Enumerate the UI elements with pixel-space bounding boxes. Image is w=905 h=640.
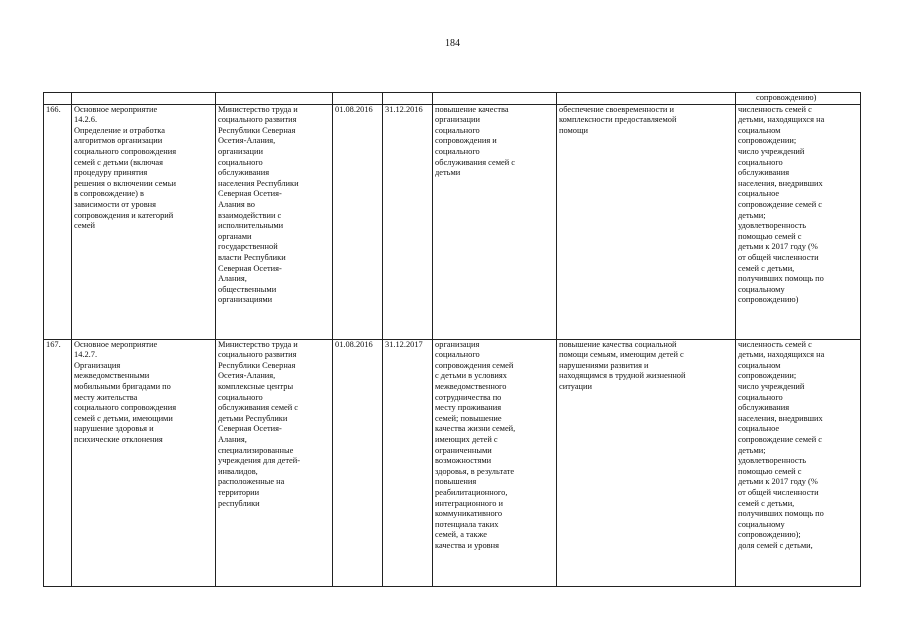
table-cell <box>72 93 216 105</box>
indicator-cell: численность семей с детьми, находящихся на социальном сопровождении; число учреждений социального обслуживания населения, внедривших социальное сопровождение семей с детьми; удовлетворенность помощью семей с детьми к 2017 году (% от общей численности семей с детьми, получивших помощь по социальному сопровождению); доля семей с детьми, <box>736 339 861 586</box>
result-cell: организация социального сопровождения семей с детьми в условиях межведомственного сотрудничества по месту проживания семей; повышение качества жизни семей, имеющих детей с ограниченными возможностями здоровья, в результате повышения реабилитационного, интеграционного и коммуникативного потенциала таких семей, а также качества и уровня <box>433 339 557 586</box>
table-cell <box>557 93 736 105</box>
table-cell <box>383 93 433 105</box>
table-cell <box>433 93 557 105</box>
start-date-cell: 01.08.2016 <box>333 104 383 339</box>
end-date-cell: 31.12.2017 <box>383 339 433 586</box>
table-cell <box>333 93 383 105</box>
table-row <box>44 339 861 586</box>
row-number-cell: 166. <box>44 104 72 339</box>
event-cell: Основное мероприятие 14.2.6. Определение и отработка алгоритмов организации социального сопровождения семей с детьми (включая процедуру принятия решения о включении семьи в сопровождение) в зависимости от уровня сопровождения и категорий семей <box>72 104 216 339</box>
event-cell: Основное мероприятие 14.2.7. Организация межведомственными мобильными бригадами по месту жительства социального сопровождения семей с детьми, имеющими нарушение здоровья и психические отклонения <box>72 339 216 586</box>
indicator-cell: численность семей с детьми, находящихся на социальном сопровождении; число учреждений социального обслуживания населения, внедривших социальное сопровождение семей с детьми; удовлетворенность помощью семей с детьми к 2017 году (% от общей численности семей с детьми, получивших помощь по социальному сопровождению) <box>736 104 861 339</box>
consequence-cell: повышение качества социальной помощи семьям, имеющим детей с нарушениями развития и находящимся в трудной жизненной ситуации <box>557 339 736 586</box>
table-row <box>44 104 861 339</box>
table-cell <box>216 93 333 105</box>
indicator-cell-continuation: сопровождению) <box>736 93 861 105</box>
page-number: 184 <box>445 38 460 49</box>
program-events-table <box>43 92 861 587</box>
table-cell <box>44 93 72 105</box>
start-date-cell: 01.08.2016 <box>333 339 383 586</box>
row-number-cell: 167. <box>44 339 72 586</box>
table-row-continuation <box>44 93 861 105</box>
end-date-cell: 31.12.2016 <box>383 104 433 339</box>
result-cell: повышение качества организации социального сопровождения и социального обслуживания семей с детьми <box>433 104 557 339</box>
executor-cell: Министерство труда и социального развития Республики Северная Осетия-Алания, комплексные центры социального обслуживания семей с детьми Республики Северная Осетия- Алания, специализированные учреждения для детей- инвалидов, расположенные на территории республики <box>216 339 333 586</box>
consequence-cell: обеспечение своевременности и комплексности предоставляемой помощи <box>557 104 736 339</box>
executor-cell: Министерство труда и социального развития Республики Северная Осетия-Алания, организации социального обслуживания населения Республики Северная Осетия- Алания во взаимодействии с исполнительными органами государственной власти Республики Северная Осетия- Алания, общественными организациями <box>216 104 333 339</box>
